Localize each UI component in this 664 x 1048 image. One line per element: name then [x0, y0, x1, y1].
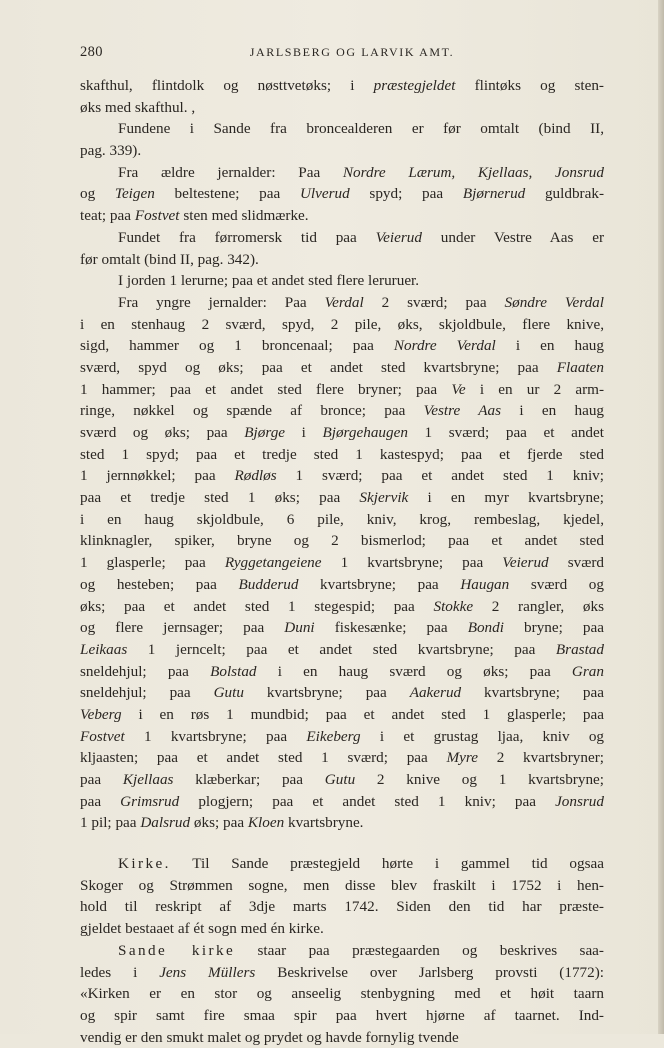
text-segment: klinknagler, spiker, bryne og 2 bismerlod; paa et andet sted	[80, 532, 604, 550]
body-text	[80, 75, 604, 1048]
text-segment: sted 1 spyd; paa et tredje sted 1 kastespyd; paa et fjerde sted	[80, 445, 604, 463]
italic-name: Veierud	[502, 554, 549, 572]
italic-name: Bjørge	[244, 424, 286, 441]
text-line	[80, 704, 604, 726]
text-segment: spyd; paa	[349, 185, 463, 203]
text-segment: sværd	[548, 554, 604, 572]
italic-name: Flaaten	[556, 358, 604, 376]
text-segment: og hesteben; paa	[80, 575, 239, 593]
text-segment: beltestene; paa	[154, 185, 300, 203]
text-line	[80, 422, 604, 444]
text-line	[80, 1005, 604, 1027]
text-segment: 2 rangler, øks	[473, 597, 604, 615]
text-line	[80, 682, 604, 704]
text-segment: Til Sande præstegjeld hørte i gammel tid ogsaa	[170, 855, 604, 873]
text-segment: klæberkar; paa	[173, 771, 325, 788]
text-segment: Fundet fra førromersk tid paa	[118, 228, 376, 246]
italic-name: Nordre Verdal	[393, 337, 496, 355]
text-line	[80, 596, 604, 618]
italic-name: Kloen	[247, 814, 285, 832]
text-line	[80, 896, 604, 918]
text-segment: sten med slidmærke.	[179, 207, 309, 225]
text-line	[80, 205, 604, 227]
italic-name: Leikaas	[80, 640, 128, 658]
text-segment: 2 knive og 1 kvartsbryne;	[355, 771, 604, 788]
text-segment: 1 kvartsbryne; paa	[321, 554, 503, 572]
italic-name: Aakerud	[409, 684, 462, 702]
text-segment: sværd og	[509, 575, 604, 593]
text-segment: 1 glasperle; paa	[80, 554, 225, 572]
text-segment: 1 jernnøkkel; paa	[80, 467, 235, 485]
text-segment: i en stenhaug 2 sværd, spyd, 2 pile, øks, skjoldbule, flere knive,	[80, 315, 604, 333]
text-segment: 1 pil; paa	[80, 814, 141, 832]
text-line	[80, 639, 604, 661]
text-line	[80, 853, 604, 875]
text-segment: øks med skafthul. ,	[80, 98, 196, 116]
text-segment: paa	[80, 792, 121, 810]
text-segment: i en haug	[495, 337, 604, 355]
text-segment: kvartsbryne; paa	[461, 684, 604, 702]
text-line	[80, 487, 604, 509]
italic-name: Teigen	[114, 185, 155, 203]
text-line	[80, 574, 604, 596]
spaced-heading: Sande kirke	[118, 941, 236, 959]
text-segment: under Vestre Aas er	[422, 228, 604, 246]
text-segment: 2 sværd; paa	[363, 293, 505, 311]
text-segment: gjeldet bestaaet af ét sogn med én kirke.	[80, 920, 324, 938]
page-edge	[658, 0, 664, 1034]
text-segment: «Kirken er en stor og anseelig stenbygning med et høit taarn	[80, 985, 604, 1003]
text-segment: kvartsbryne.	[284, 814, 364, 832]
text-line	[80, 530, 604, 552]
text-segment: guldbrak-	[525, 185, 604, 203]
text-line	[80, 357, 604, 379]
text-line	[80, 747, 604, 769]
italic-name: Grimsrud	[120, 792, 180, 810]
text-line	[80, 983, 604, 1005]
text-line	[80, 726, 604, 748]
text-line	[80, 379, 604, 401]
text-segment: ringe, nøkkel og spænde af bronce; paa	[80, 402, 424, 420]
text-segment: vendig er den smukt malet og prydet og havde fornylig tvende	[80, 1028, 459, 1046]
text-segment: i en haug	[501, 402, 604, 420]
text-segment: Fra yngre jernalder: Paa	[118, 293, 325, 311]
italic-name: Gutu	[213, 684, 244, 702]
text-segment: hold til reskript af 3dje marts 1742. Siden den tid har præste-	[80, 898, 604, 916]
italic-name: Jens Müllers	[159, 963, 256, 981]
text-segment: Fra ældre jernalder: Paa	[118, 163, 343, 181]
italic-name: Dalsrud	[140, 814, 191, 832]
text-segment: sværd og øks; paa	[80, 424, 245, 441]
text-line	[80, 75, 604, 97]
text-line	[80, 617, 604, 639]
text-line	[80, 118, 604, 140]
page-number: 280	[80, 44, 103, 60]
text-line	[80, 270, 604, 292]
text-line	[80, 769, 604, 791]
text-line	[80, 314, 604, 336]
italic-name: Ulverud	[299, 185, 350, 203]
text-segment: sværd, spyd og øks; paa et andet sted kvartsbryne; paa	[80, 358, 557, 376]
text-segment: kvartsbryne; paa	[298, 575, 461, 593]
text-line	[80, 875, 604, 897]
italic-name: Veberg	[80, 705, 122, 723]
text-segment: øks; paa et andet sted 1 stegespid; paa	[80, 597, 434, 615]
text-line	[80, 335, 604, 357]
text-line	[80, 552, 604, 574]
italic-name: Brastad	[555, 640, 604, 658]
text-segment: og spir samt fire smaa spir paa hvert hjørne af taarnet. Ind-	[80, 1006, 604, 1024]
text-segment: fiskesænke; paa	[314, 619, 468, 637]
italic-name: Bondi	[467, 619, 504, 637]
text-line	[80, 1027, 604, 1048]
italic-name: Gran	[571, 662, 604, 680]
text-segment: Fundene i Sande fra broncealderen er før omtalt (bind II,	[118, 120, 604, 138]
italic-name: præstegjeldet	[373, 77, 456, 94]
text-segment: skafthul, flintdolk og nøsttvetøks; i	[80, 77, 374, 94]
text-line	[80, 962, 604, 984]
italic-name: Bolstad	[210, 662, 257, 680]
italic-name: Budderud	[238, 575, 299, 593]
text-segment: i	[285, 424, 323, 441]
italic-name: Jonsrud	[555, 792, 604, 810]
italic-name: Gutu	[324, 771, 356, 788]
text-line	[80, 918, 604, 940]
italic-name: Vestre Aas	[423, 402, 502, 420]
text-line	[80, 791, 604, 813]
text-segment: i en ur 2 arm-	[465, 380, 604, 398]
running-title: JARLSBERG OG LARVIK AMT.	[249, 45, 455, 59]
text-segment: før omtalt (bind II, pag. 342).	[80, 250, 259, 268]
text-segment: plogjern; paa et andet sted 1 kniv; paa	[179, 792, 556, 810]
text-segment: 1 jerncelt; paa et andet sted kvartsbryne; paa	[127, 640, 556, 658]
text-segment: bryne; paa	[503, 619, 604, 637]
italic-name: Bjørnerud	[462, 185, 526, 203]
text-segment: kljaasten; paa et andet sted 1 sværd; paa	[80, 749, 447, 767]
italic-name: Verdal	[324, 293, 364, 311]
italic-name: Stokke	[433, 597, 474, 615]
text-line	[80, 292, 604, 314]
text-segment: paa et tredje sted 1 øks; paa	[80, 489, 360, 507]
text-segment: i en haug skjoldbule, 6 pile, kniv, krog, rembeslag, kjedel,	[80, 510, 604, 528]
text-segment: 1 hammer; paa et andet sted flere bryner; paa	[80, 380, 452, 398]
italic-name: Bjørgehaugen	[322, 424, 408, 441]
text-line	[80, 227, 604, 249]
text-segment: sneldehjul; paa	[80, 662, 211, 680]
italic-name: Haugan	[460, 575, 510, 593]
text-segment: 1 sværd; paa et andet	[407, 424, 604, 441]
text-line	[80, 400, 604, 422]
text-segment: sneldehjul; paa	[80, 684, 214, 702]
text-segment: pag. 339).	[80, 142, 142, 160]
italic-name: Ve	[451, 380, 466, 398]
page-header	[80, 44, 604, 62]
text-segment: ledes i	[80, 963, 160, 981]
text-segment: teat; paa	[80, 207, 135, 225]
italic-name: Rødløs	[234, 467, 277, 485]
text-line	[80, 162, 604, 184]
italic-name: Fostvet	[134, 207, 180, 225]
text-line	[80, 812, 604, 834]
text-segment: og	[80, 185, 115, 203]
section-gap	[80, 834, 604, 853]
text-segment: Beskrivelse over Jarlsberg provsti (1772):	[255, 963, 604, 981]
text-line	[80, 183, 604, 205]
italic-name: Ryggetangeiene	[224, 554, 322, 572]
text-segment: i en haug sværd og øks; paa	[256, 662, 572, 680]
italic-name: Fostvet	[80, 727, 125, 745]
text-segment: i et grustag ljaa, kniv og	[360, 727, 604, 745]
text-segment: I jorden 1 lerurne; paa et andet sted flere leruruer.	[118, 272, 420, 290]
text-line	[80, 444, 604, 466]
italic-name: Kjellaas	[122, 771, 174, 788]
text-segment: Skoger og Strømmen sogne, men disse blev fraskilt i 1752 i hen-	[80, 876, 604, 894]
text-segment: i en myr kvartsbryne;	[408, 489, 604, 507]
text-line	[80, 465, 604, 487]
text-line	[80, 97, 604, 119]
text-line	[80, 249, 604, 271]
text-segment: paa	[80, 771, 123, 788]
text-line	[80, 509, 604, 531]
text-segment: i en røs 1 mundbid; paa et andet sted 1 glasperle; paa	[121, 705, 604, 723]
text-line	[80, 661, 604, 683]
italic-name: Duni	[284, 619, 315, 637]
italic-name: Myre	[446, 749, 478, 767]
text-segment: 1 kvartsbryne; paa	[124, 727, 307, 745]
text-segment: flintøks og sten-	[455, 77, 604, 94]
text-segment: og flere jernsager; paa	[80, 619, 285, 637]
text-line	[80, 140, 604, 162]
text-segment: kvartsbryne; paa	[243, 684, 410, 702]
text-segment: øks; paa	[190, 814, 248, 832]
text-segment: staar paa præstegaarden og beskrives saa-	[235, 941, 604, 959]
text-segment: 2 kvartsbryner;	[478, 749, 604, 767]
text-line	[80, 940, 604, 962]
italic-name: Eikeberg	[306, 727, 361, 745]
text-segment: sigd, hammer og 1 broncenaal; paa	[80, 337, 394, 355]
italic-name: Nordre Lærum, Kjellaas, Jonsrud	[342, 163, 604, 181]
italic-name: Skjervik	[359, 489, 409, 507]
italic-name: Veierud	[375, 228, 422, 246]
spaced-heading: Kirke.	[118, 855, 171, 873]
text-segment: 1 sværd; paa et andet sted 1 kniv;	[276, 467, 604, 485]
italic-name: Søndre Verdal	[504, 293, 604, 311]
